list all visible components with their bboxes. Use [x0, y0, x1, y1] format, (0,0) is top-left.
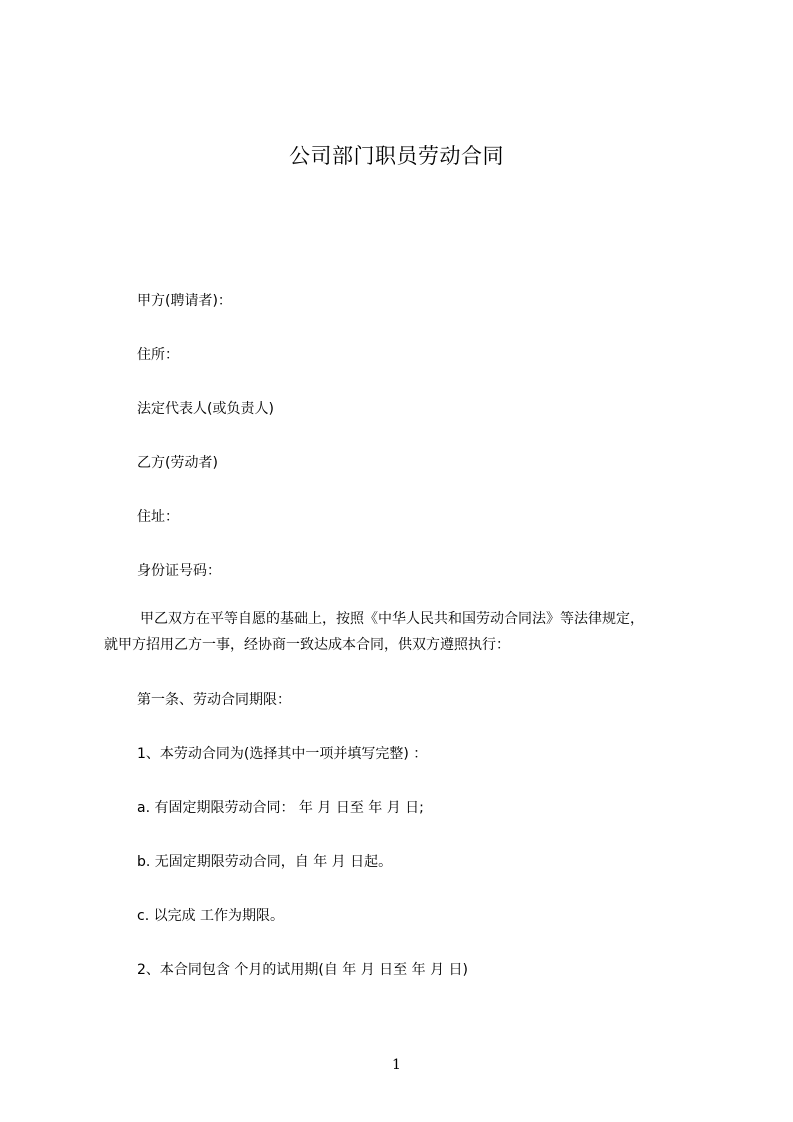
intro-line-1: [104, 606, 724, 632]
clause-1-option-c: c. 以完成 工作为期限。: [137, 908, 285, 924]
clause-1-heading: 第一条、劳动合同期限：: [137, 692, 291, 708]
intro-paragraph: [104, 606, 724, 658]
intro-line-2: 就甲方招用乙方一事，经协商一致达成本合同，供双方遵照执行：: [104, 637, 510, 653]
party-a-label: 甲方(聘请者)：: [137, 293, 232, 309]
party-b-label: 乙方(劳动者): [137, 455, 218, 471]
party-b-address-label: 住址：: [137, 509, 179, 525]
clause-1-option-a: a. 有固定期限劳动合同： 年 月 日至 年 月 日;: [137, 800, 424, 816]
legal-representative-label: 法定代表人(或负责人): [137, 401, 274, 417]
clause-1-item-1: 1、本劳动合同为(选择其中一项并填写完整) ：: [137, 746, 428, 762]
intro-text-1: 甲乙双方在平等自愿的基础上，按照《中华人民共和国劳动合同法》等法律规定，: [140, 611, 644, 627]
document-title: 公司部门职员劳动合同: [289, 144, 504, 168]
party-a-address-label: 住所：: [137, 347, 179, 363]
id-number-label: 身份证号码：: [137, 563, 221, 579]
page-number: 1: [392, 1057, 401, 1073]
clause-1-item-2: 2、本合同包含 个月的试用期(自 年 月 日至 年 月 日): [137, 962, 468, 978]
clause-1-option-b: b. 无固定期限劳动合同，自 年 月 日起。: [137, 854, 393, 870]
